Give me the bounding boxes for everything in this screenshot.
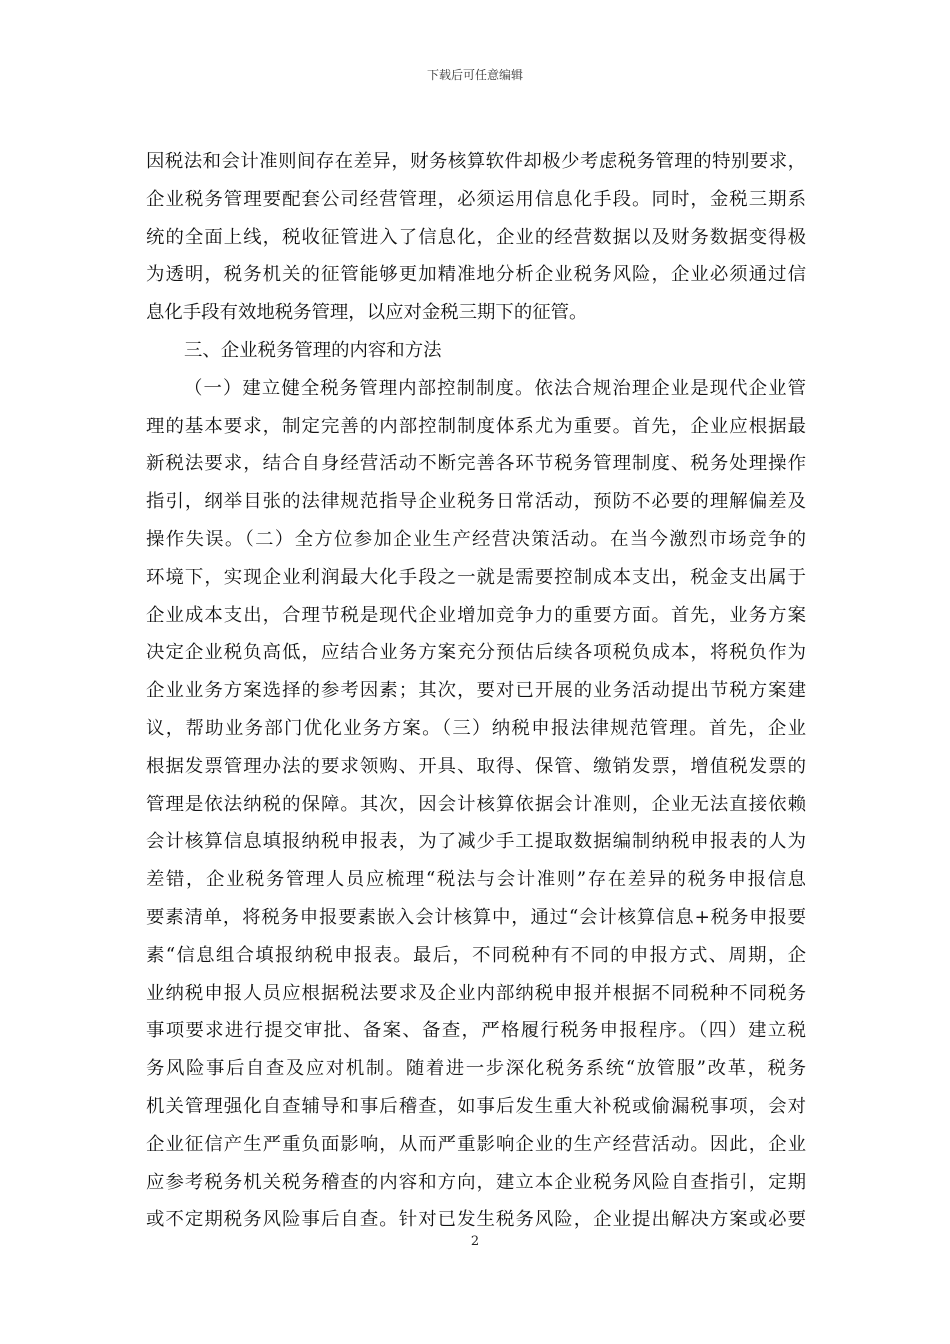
section-heading: 三、企业税务管理的内容和方法 (184, 339, 442, 361)
text-line: 或不定期税务风险事后自查。针对已发生税务风险，企业提出解决方案或必要 (146, 1209, 806, 1231)
text-line: 新税法要求，结合自身经营活动不断完善各环节税务管理制度、税务处理操作 (146, 453, 806, 475)
text-line: 会计核算信息填报纳税申报表，为了减少手工提取数据编制纳税申报表的人为 (146, 831, 806, 853)
text-line: 决定企业税负高低，应结合业务方案充分预估后续各项税负成本，将税负作为 (146, 642, 806, 664)
text-line: 企业成本支出，合理节税是现代企业增加竞争力的重要方面。首先，业务方案 (146, 604, 806, 626)
text-line: 理的基本要求，制定完善的内部控制制度体系尤为重要。首先，企业应根据最 (146, 415, 806, 437)
text-line: 企业业务方案选择的参考因素；其次，要对已开展的业务活动提出节税方案建 (146, 680, 806, 702)
text-line: 操作失误。（二）全方位参加企业生产经营决策活动。在当今激烈市场竞争的 (146, 528, 806, 550)
text-line: （一）建立健全税务管理内部控制制度。依法合规治理企业是现代企业管 (184, 377, 806, 399)
text-line: 事项要求进行提交审批、备案、备查，严格履行税务申报程序。（四）建立税 (146, 1020, 806, 1042)
text-line: 管理是依法纳税的保障。其次，因会计核算依据会计准则，企业无法直接依赖 (146, 793, 806, 815)
document-body (146, 143, 806, 1239)
text-line: 企业征信产生严重负面影响，从而严重影响企业的生产经营活动。因此，企业 (146, 1133, 806, 1155)
page-header: 下载后可任意编辑 (426, 68, 523, 82)
text-line: 务风险事后自查及应对机制。随着进一步深化税务系统“放管服”改革，税务 (146, 1058, 806, 1080)
text-line: 业纳税申报人员应根据税法要求及企业内部纳税申报并根据不同税种不同税务 (146, 982, 806, 1004)
text-line: 机关管理强化自查辅导和事后稽查，如事后发生重大补税或偷漏税事项，会对 (146, 1095, 806, 1117)
text-line: 议，帮助业务部门优化业务方案。（三）纳税申报法律规范管理。首先，企业 (146, 717, 806, 739)
text-line: 为透明，税务机关的征管能够更加精准地分析企业税务风险，企业必须通过信 (146, 264, 806, 286)
text-line: 要素清单，将税务申报要素嵌入会计核算中，通过“会计核算信息+税务申报要 (146, 906, 806, 928)
text-line: 企业税务管理要配套公司经营管理，必须运用信息化手段。同时，金税三期系 (146, 188, 806, 210)
text-line: 因税法和会计准则间存在差异，财务核算软件却极少考虑税务管理的特别要求， (146, 151, 806, 172)
text-line: 差错，企业税务管理人员应梳理“税法与会计准则”存在差异的税务申报信息 (146, 869, 806, 891)
text-line: 统的全面上线，税收征管进入了信息化，企业的经营数据以及财务数据变得极 (146, 226, 806, 248)
text-line: 素“信息组合填报纳税申报表。最后，不同税种有不同的申报方式、周期，企 (146, 944, 806, 966)
page-number: 2 (470, 1234, 480, 1249)
text-line: 应参考税务机关税务稽查的内容和方向，建立本企业税务风险自查指引，定期 (146, 1171, 806, 1193)
text-line: 息化手段有效地税务管理，以应对金税三期下的征管。 (146, 302, 588, 324)
text-line: 环境下，实现企业利润最大化手段之一就是需要控制成本支出，税金支出属于 (146, 566, 806, 588)
text-line: 指引，纲举目张的法律规范指导企业税务日常活动，预防不必要的理解偏差及 (146, 491, 806, 513)
text-line: 根据发票管理办法的要求领购、开具、取得、保管、缴销发票，增值税发票的 (146, 755, 806, 777)
